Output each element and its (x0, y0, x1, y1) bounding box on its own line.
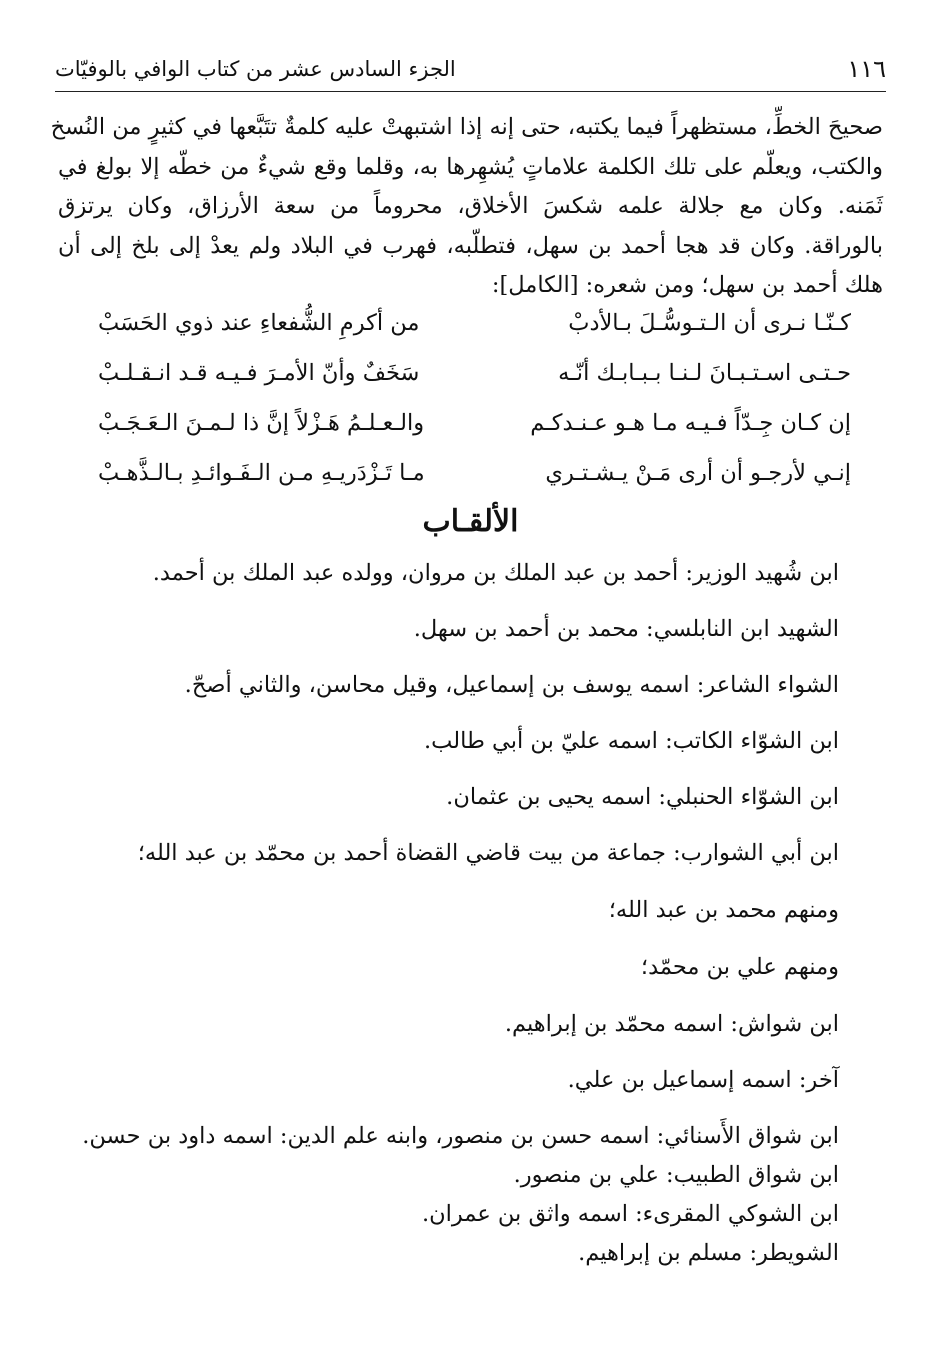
verse-second-hemistich: من أكرمِ الشُّفعاءِ عند ذوي الحَسَبْ (98, 310, 420, 336)
list-item: ابن شواق الأَسنائي: اسمه حسن بن منصور، وابنه علم الدين: اسمه داود بن حسن. (82, 1123, 839, 1149)
paragraph-line: صحيحَ الخطِّ، مستظهراً فيما يكتبه، حتى إنه إذا اشتبهتْ عليه كلمةٌ تتَبَّعها في كثيرٍ من النُسخ (50, 114, 883, 140)
verse-first-hemistich: إنـي لأرجـو أن أرى مَـنْ يـشـتـري (545, 460, 851, 486)
poem (98, 310, 851, 510)
poem-verse (98, 310, 851, 360)
verse-second-hemistich: مـا تَـزْدَريـهِ مـن الـفَـوائـدِ بـالـذَّهـبْ (98, 460, 425, 486)
list-item: ابن الشوّاء الكاتب: اسمه عليّ بن أبي طالب. (424, 728, 839, 754)
list-item: الشهيد ابن النابلسي: محمد بن أحمد بن سهل. (413, 616, 839, 642)
paragraph-line: بالوراقة. وكان قد هجا أحمد بن سهل، فتطلّبه، فهرب في البلاد ولم يعدْ إلى بلخ إلى أن (58, 232, 883, 259)
poem-verse (98, 360, 851, 410)
list-item: آخر: اسمه إسماعيل بن علي. (567, 1067, 839, 1093)
list-item: ومنهم محمد بن عبد الله؛ (608, 897, 839, 923)
verse-first-hemistich: كـنّـا نـرى أن الـتـوسُّـلَ بـالأدبْ (568, 310, 851, 336)
verse-first-hemistich: حـتـى اسـتـبـانَ لـنـا بـبـابـك أنّـه (558, 360, 851, 386)
poem-verse (98, 410, 851, 460)
verse-second-hemistich: والـعـلـمُ هَـزْلاً إنَّ ذا لـمـنَ الـعَـجَـبْ (98, 410, 425, 436)
list-item: ابن شُهيد الوزير: أحمد بن عبد الملك بن مروان، وولده عبد الملك بن أحمد. (152, 560, 839, 586)
paragraph-line: ثَمَنه. وكان مع جلالة علمه شكسَ الأخلاق، محروماً من سعة الأرزاق، وكان يرتزق (58, 193, 883, 219)
page-header (55, 55, 886, 92)
list-item: ابن شواق الطبيب: علي بن منصور. (513, 1162, 839, 1188)
page-number: ١١٦ (847, 55, 886, 83)
list-item: ومنهم علي بن محمّد؛ (640, 954, 839, 980)
list-item: ابن أبي الشوارب: جماعة من بيت قاضي القضاة أحمد بن محمّد بن عبد الله؛ (137, 840, 839, 866)
list-item: الشويطر: مسلم بن إبراهيم. (578, 1240, 839, 1266)
poem-verse (98, 460, 851, 510)
verse-first-hemistich: إن كـان جِـدّاً فـيـه مـا هـو عـنـدكـم (530, 410, 851, 436)
list-item: الشواء الشاعر: اسمه يوسف بن إسماعيل، وقيل محاسن، والثاني أصحّ. (184, 672, 839, 698)
list-item: ابن الشوّاء الحنبلي: اسمه يحيى بن عثمان. (446, 784, 839, 810)
paragraph-line: هلك أحمد بن سهل؛ ومن شعره: [الكامل]: (491, 272, 883, 298)
verse-second-hemistich: سَخَفٌ وأنّ الأمـرَ فـيـه قـد انـقـلـبْ (98, 360, 420, 386)
running-title: الجزء السادس عشر من كتاب الوافي بالوفيّات (55, 57, 456, 81)
section-heading: الألقـاب (422, 504, 519, 539)
entries-list (40, 560, 839, 1276)
list-item: ابن الشوكي المقرىء: اسمه واثق بن عمران. (422, 1201, 839, 1227)
paragraph-line: والكتب، ويعلّم على تلك الكلمة علاماتٍ يُشهِرها به، وقلما وقع شيءٌ من خطّه إلا بولغ في (58, 153, 883, 180)
body-paragraph (50, 108, 883, 306)
list-item: ابن شواش: اسمه محمّد بن إبراهيم. (504, 1011, 839, 1037)
